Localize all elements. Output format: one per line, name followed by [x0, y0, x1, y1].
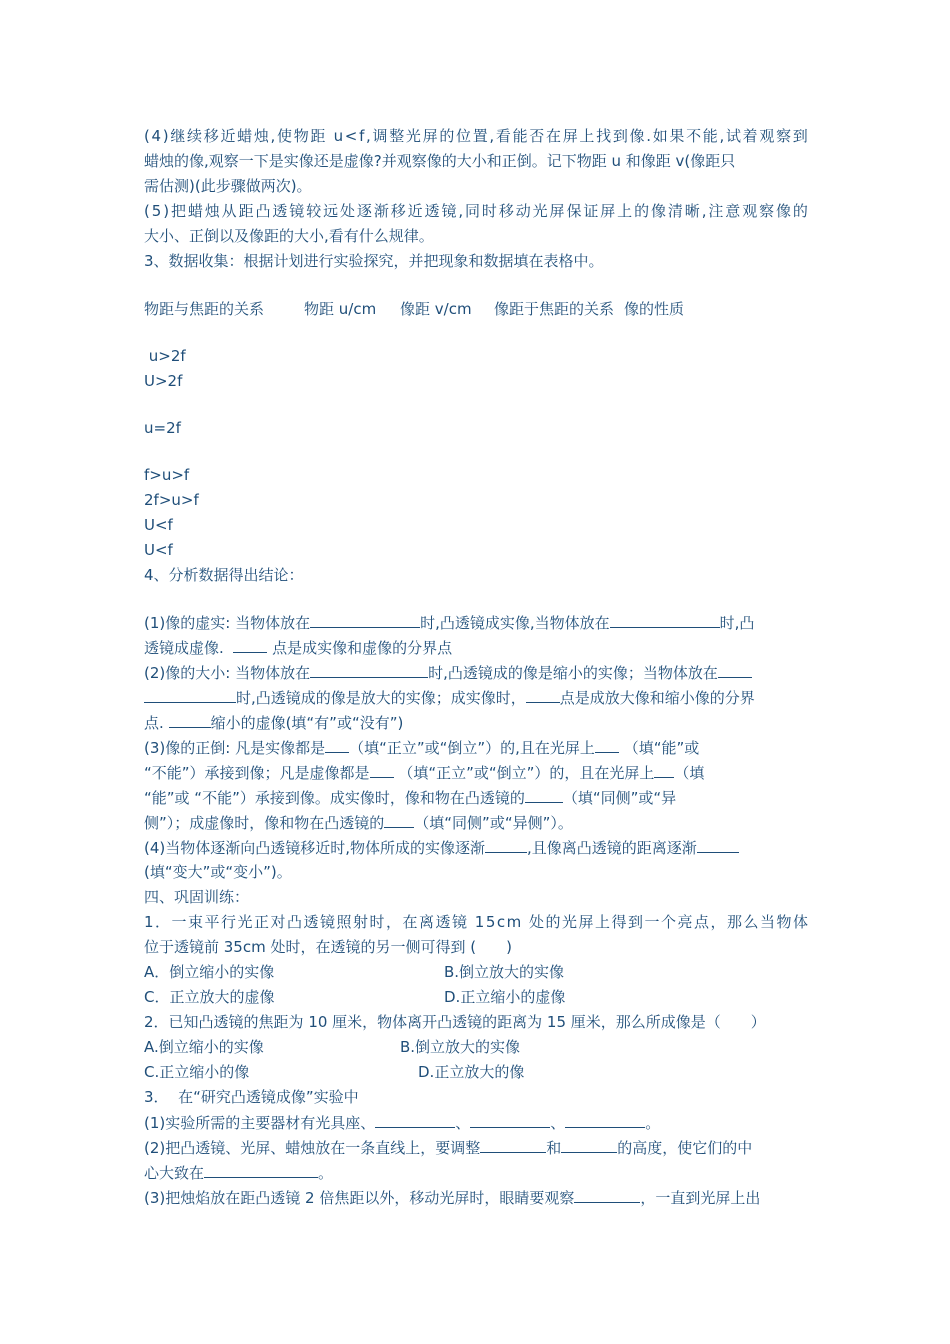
table-row: U>2f: [144, 372, 183, 390]
option-a[interactable]: A.倒立缩小的实像: [144, 1038, 264, 1056]
question3-title: 3． 在“研究凸透镜成像”实验中: [144, 1088, 359, 1106]
answer-blank[interactable]: [370, 760, 394, 778]
answer-blank[interactable]: [565, 1110, 645, 1128]
option-a[interactable]: A．倒立缩小的实像: [144, 963, 275, 981]
question3-part2-line2: 心大致在 。: [144, 1160, 808, 1185]
answer-blank[interactable]: [610, 610, 720, 628]
conclusion4-line1: (4)当物体逐渐向凸透镜移近时,物体所成的实像逐渐 ,且像离凸透镜的距离逐渐: [144, 835, 808, 860]
answer-blank[interactable]: [375, 1110, 455, 1128]
question2-options-row2: [144, 1060, 808, 1085]
answer-blank[interactable]: [654, 760, 674, 778]
answer-blank[interactable]: [718, 660, 752, 678]
table-header-cell: 像的性质: [624, 300, 685, 318]
table-row: u=2f: [144, 419, 181, 437]
step4-line3: 需估测)(此步骤做两次)。: [144, 177, 312, 195]
answer-blank[interactable]: [480, 1135, 546, 1153]
table-row: 2f>u>f: [144, 491, 199, 509]
table-header-row: [144, 297, 808, 322]
option-c[interactable]: C.正立缩小的像: [144, 1063, 250, 1081]
table-header-cell: 物距与焦距的关系: [144, 300, 265, 318]
table-header-cell: 物距 u/cm: [304, 300, 377, 318]
option-c[interactable]: C．正立放大的虚像: [144, 988, 275, 1006]
question3-part1: (1)实验所需的主要器材有光具座、 、 、 。: [144, 1110, 808, 1135]
question3-part3: (3)把烛焰放在距凸透镜 2 倍焦距以外，移动光屏时，眼睛要观察 ，一直到光屏上出: [144, 1185, 808, 1210]
step5-line2: 大小、正倒以及像距的大小,看有什么规律。: [144, 227, 434, 245]
question1-line2: 位于透镜前 35cm 处时，在透镜的另一侧可得到 ( ): [144, 938, 512, 956]
step4-line1: ( 4 ) 继 续 移 近 蜡 烛 , 使 物 距 u < f , 调 整 光 屏 的 位 置 , 看 能 否 在 屏 上 找 到 像 . 如 果 不 能 , 试 着 观 察 到: [144, 127, 808, 145]
conclusion4-line2: (填“变大”或“变小”)。: [144, 863, 292, 881]
conclusion-heading: 4、分析数据得出结论：: [144, 566, 304, 584]
step5-line1: ( 5 ) 把 蜡 烛 从 距 凸 透 镜 较 远 处 逐 渐 移 近 透 镜 , 同 时 移 动 光 屏 保 证 屏 上 的 像 清 晰 , 注 意 观 察 像 的: [144, 202, 808, 220]
answer-blank[interactable]: [561, 1135, 617, 1153]
conclusion2-line1: (2)像的大小: 当物体放在 时,凸透镜成的像是缩小的实像；当物体放在: [144, 660, 808, 685]
section-heading: 四、巩固训练：: [144, 888, 250, 906]
option-b[interactable]: B.倒立放大的实像: [444, 963, 565, 981]
conclusion1-line1: (1)像的虚实: 当物体放在 时,凸透镜成实像,当物体放在 时,凸: [144, 610, 808, 635]
question2-line1: 2．已知凸透镜的焦距为 10 厘米，物体离开凸透镜的距离为 15 厘米，那么所成像是（ ）: [144, 1013, 766, 1031]
option-d[interactable]: D.正立缩小的虚像: [444, 988, 566, 1006]
table-row: U<f: [144, 541, 173, 559]
conclusion2-line2: 时,凸透镜成的像是放大的实像；成实像时， 点是成放大像和缩小像的分界: [144, 685, 808, 710]
answer-blank[interactable]: [169, 710, 211, 728]
answer-blank[interactable]: [325, 735, 349, 753]
table-row: U<f: [144, 516, 173, 534]
conclusion3-line3: “能”或 “不能”）承接到像。成实像时，像和物在凸透镜的 （填“同侧”或“异: [144, 785, 808, 810]
question1-options-row2: [144, 985, 808, 1010]
option-d[interactable]: D.正立放大的像: [418, 1063, 525, 1081]
answer-blank[interactable]: [144, 685, 236, 703]
answer-blank[interactable]: [310, 660, 428, 678]
table-row: f>u>f: [144, 466, 190, 484]
answer-blank[interactable]: [384, 810, 414, 828]
question3-part2-line1: (2)把凸透镜、光屏、蜡烛放在一条直线上，要调整 和 的高度，使它们的中: [144, 1135, 808, 1160]
answer-blank[interactable]: [525, 785, 563, 803]
answer-blank[interactable]: [697, 835, 739, 853]
table-header-cell: 像距 v/cm: [400, 300, 472, 318]
table-header-cell: 像距于焦距的关系: [494, 300, 615, 318]
answer-blank[interactable]: [485, 835, 527, 853]
conclusion1-line2: 透镜成虚像. 点是成实像和虚像的分界点: [144, 635, 808, 660]
answer-blank[interactable]: [574, 1185, 640, 1203]
conclusion3-line2: “不能”）承接到像；凡是虚像都是 （填“正立”或“倒立”）的，且在光屏上 （填: [144, 760, 808, 785]
answer-blank[interactable]: [526, 685, 560, 703]
question1-options-row1: [144, 960, 808, 985]
conclusion2-line3: 点. 缩小的虚像(填“有”或“没有”): [144, 710, 808, 735]
table-row: u>2f: [144, 347, 186, 365]
option-b[interactable]: B.倒立放大的实像: [400, 1038, 521, 1056]
conclusion3-line1: (3)像的正倒: 凡是实像都是 （填“正立”或“倒立”）的,且在光屏上 （填“能”或: [144, 735, 808, 760]
answer-blank[interactable]: [204, 1160, 318, 1178]
question2-options-row1: [144, 1035, 808, 1060]
answer-blank[interactable]: [595, 735, 619, 753]
answer-blank[interactable]: [470, 1110, 550, 1128]
question1-line1: 1 ． 一 束 平 行 光 正 对 凸 透 镜 照 射 时 ， 在 离 透 镜 1 5 c m 处 的 光 屏 上 得 到 一 个 亮 点 ， 那 么 当 物 体: [144, 913, 808, 931]
answer-blank[interactable]: [233, 635, 267, 653]
conclusion3-line4: 侧”）；成虚像时，像和物在凸透镜的 （填“同侧”或“异侧”）。: [144, 810, 808, 835]
data-collection-heading: 3、数据收集：根据计划进行实验探究，并把现象和数据填在表格中。: [144, 252, 604, 270]
answer-blank[interactable]: [310, 610, 420, 628]
step4-line2: 蜡烛的像,观察一下是实像还是虚像?并观察像的大小和正倒。记下物距 u 和像距 v(像距只: [144, 152, 736, 170]
